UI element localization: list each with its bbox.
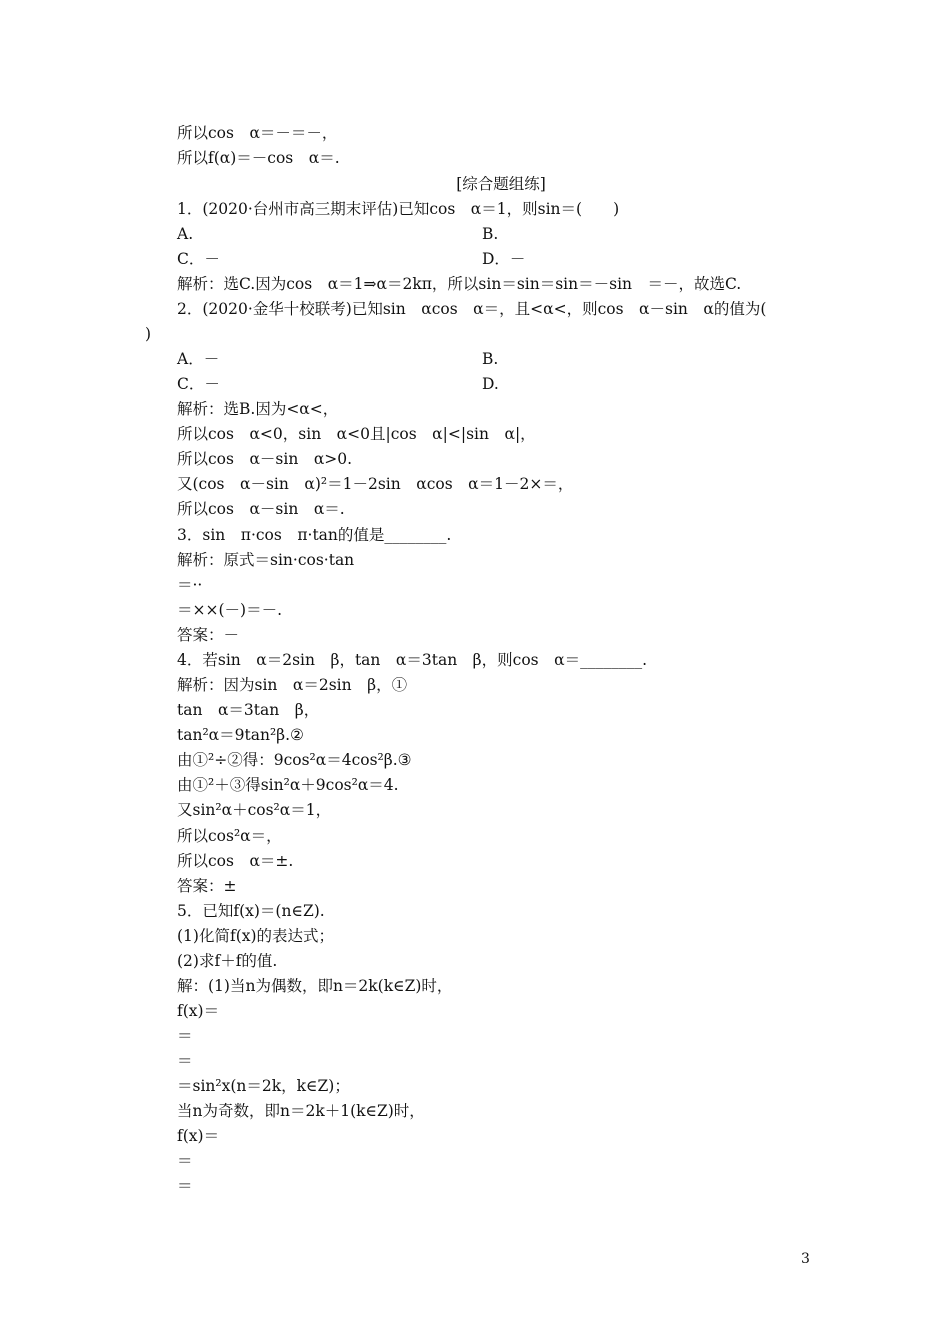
analysis-text: 解析：选C.因为cos α＝1⇒α＝2kπ，所以sin＝sin＝sin＝－sin ＝－，故选C. [177, 275, 742, 293]
analysis-text: tan²α＝9tan²β.② [177, 726, 304, 744]
choice-d: D. [482, 375, 499, 393]
page-number: 3 [801, 1251, 810, 1267]
analysis-text: 所以cos²α＝， [177, 827, 282, 845]
choice-b: B. [482, 350, 499, 368]
text-line: 所以f(α)＝－cos α＝. [177, 149, 340, 167]
analysis-text: 解析：因为sin α＝2sin β，① [177, 676, 408, 694]
analysis-text: tan α＝3tan β， [177, 701, 320, 719]
solution-text: 解：(1)当n为偶数，即n＝2k(k∈Z)时， [177, 977, 453, 995]
question-2: 2．(2020·金华十校联考)已知sin αcos α＝，且<α<，则cos α－sin α的值为( [177, 300, 767, 318]
solution-text: f(x)＝ [177, 1002, 220, 1020]
analysis-text: 所以cos α－sin α＝. [177, 500, 345, 518]
analysis-text: 又sin²α＋cos²α＝1， [177, 801, 332, 819]
analysis-text: 解析：选B.因为<α<， [177, 400, 339, 418]
question-1: 1．(2020·台州市高三期末评估)已知cos α＝1，则sin＝( ) [177, 200, 620, 218]
analysis-text: ＝××(－)＝－. [177, 601, 282, 619]
answer-text: 答案：± [177, 877, 237, 895]
choice-c: C．－ [177, 375, 220, 393]
text-line: 所以cos α＝－＝－， [177, 124, 338, 142]
solution-text: ＝ [177, 1152, 193, 1170]
analysis-text: 所以cos α－sin α>0. [177, 450, 353, 468]
analysis-text: 所以cos α＝±. [177, 852, 294, 870]
solution-text: ＝ [177, 1177, 193, 1195]
analysis-text: 所以cos α<0，sin α<0且|cos α|<|sin α|， [177, 425, 536, 443]
solution-text: ＝sin²x(n＝2k，k∈Z)； [177, 1077, 350, 1095]
sub-question: (1)化简f(x)的表达式； [177, 927, 335, 945]
choice-b: B. [482, 225, 499, 243]
solution-text: f(x)＝ [177, 1127, 220, 1145]
sub-question: (2)求f＋f的值. [177, 952, 278, 970]
question-2-continued: ) [145, 325, 152, 343]
solution-text: ＝ [177, 1027, 193, 1045]
analysis-text: ＝·· [177, 576, 203, 594]
question-4: 4．若sin α＝2sin β，tan α＝3tan β，则cos α＝________. [177, 651, 647, 669]
analysis-text: 由①²＋③得sin²α＋9cos²α＝4. [177, 776, 399, 794]
solution-text: ＝ [177, 1052, 193, 1070]
choice-c: C．－ [177, 250, 220, 268]
question-3: 3．sin π·cos π·tan的值是________. [177, 526, 452, 544]
choice-d: D．－ [482, 250, 526, 268]
question-5: 5．已知f(x)＝(n∈Z). [177, 902, 325, 920]
analysis-text: 又(cos α－sin α)²＝1－2sin αcos α＝1－2×＝， [177, 475, 574, 493]
answer-text: 答案：－ [177, 626, 240, 644]
analysis-text: 由①²÷②得：9cos²α＝4cos²β.③ [177, 751, 412, 769]
solution-text: 当n为奇数，即n＝2k＋1(k∈Z)时， [177, 1102, 425, 1120]
section-heading: [综合题组练] [456, 175, 546, 193]
analysis-text: 解析：原式＝sin·cos·tan [177, 551, 355, 569]
choice-a: A．－ [177, 350, 220, 368]
choice-a: A. [177, 225, 194, 243]
